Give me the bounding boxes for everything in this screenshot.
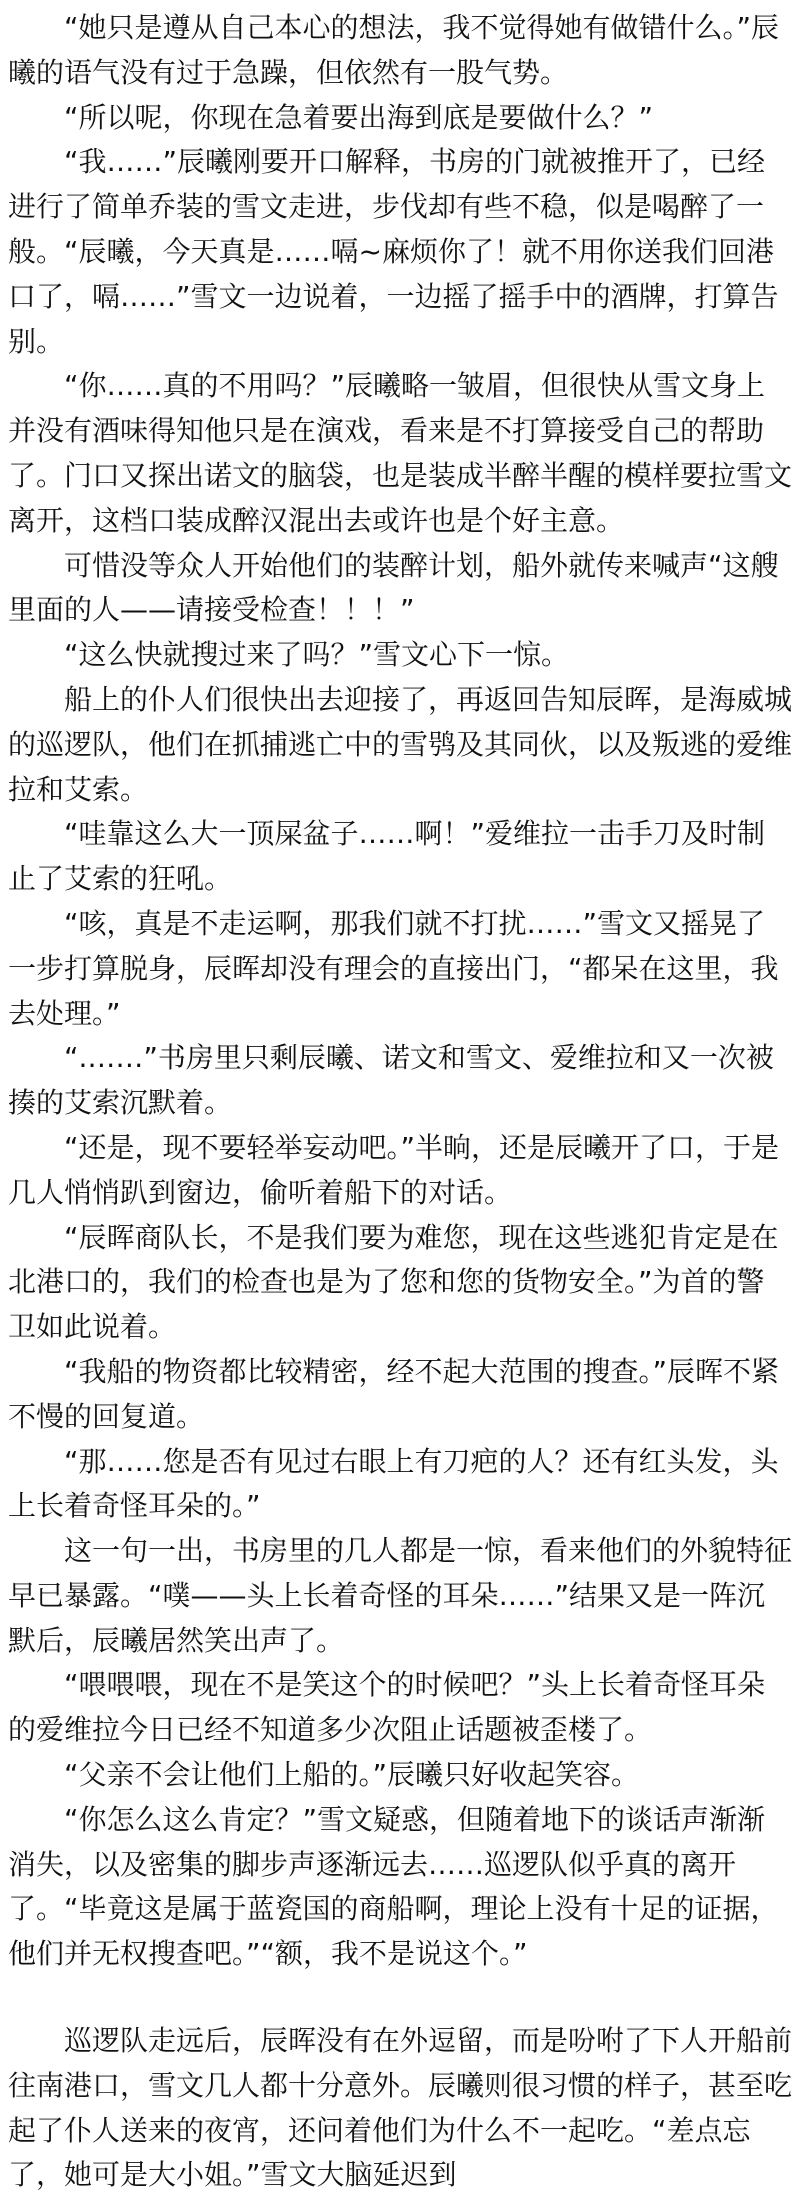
paragraph-5: 可惜没等众人开始他们的装醉计划，船外就传来喊声“这艘里面的人——请接受检查！！！” (8, 548, 779, 627)
paragraph-2: “所以呢，你现在急着要出海到底是要做什么？” (64, 100, 654, 134)
paragraph-17: “父亲不会让他们上船的。”辰曦只好收起笑容。 (64, 1758, 640, 1792)
paragraph-19: 巡逻队走远后，辰晖没有在外逗留，而是吩咐了下人开船前往南港口，雪文几人都十分意外。辰曦则很习惯的样子，甚至吃起了仆人送来的夜宵，还问着他们为什么不一起吃。“差点忘了，她可是大小姐。”雪文大脑延迟到 (8, 2024, 793, 2192)
paragraph-15: 这一句一出，书房里的几人都是一惊，看来他们的外貌特征早已暴露。“噗——头上长着奇怪的耳朵……”结果又是一阵沉默后，辰曦居然笑出声了。 (8, 1534, 793, 1657)
paragraph-10: “.……”书房里只剩辰曦、诺文和雪文、爱维拉和又一次被揍的艾索沉默着。 (8, 1041, 774, 1120)
paragraph-12: “辰晖商队长，不是我们要为难您，现在这些逃犯肯定是在北港口的，我们的检查也是为了您和您的货物安全。”为首的警卫如此说着。 (8, 1220, 779, 1344)
story-text (8, 6, 792, 2198)
paragraph-13: “我船的物资都比较精密，经不起大范围的搜查。”辰晖不紧不慢的回复道。 (8, 1354, 780, 1433)
paragraph-4: “你……真的不用吗？”辰曦略一皱眉，但很快从雪文身上并没有酒味得知他只是在演戏，看来是不打算接受自己的帮助了。门口又探出诺文的脑袋，也是装成半醉半醒的模样要拉雪文离开，这档口装成醉汉混出去或许也是个好主意。 (8, 369, 793, 537)
paragraph-11: “还是，现不要轻举妄动吧。”半晌，还是辰曦开了口，于是几人悄悄趴到窗边，偷听着船下的对话。 (8, 1130, 780, 1209)
paragraph-8: “哇靠这么大一顶屎盆子……啊！”爱维拉一击手刀及时制止了艾索的狂吼。 (8, 817, 766, 896)
paragraph-16: “喂喂喂，现在不是笑这个的时候吧？”头上长着奇怪耳朵的爱维拉今日已经不知道多少次阻止话题被歪楼了。 (8, 1668, 766, 1747)
paragraph-7: 船上的仆人们很快出去迎接了，再返回告知辰晖，是海威城的巡逻队，他们在抓捕逃亡中的雪鸮及其同伙，以及叛逃的爱维拉和艾索。 (8, 682, 793, 806)
paragraph-18: “你怎么这么肯定？”雪文疑惑，但随着地下的谈话声渐渐消失，以及密集的脚步声逐渐远去……巡逻队似乎真的离开了。“毕竟这是属于蓝瓷国的商船啊，理论上没有十足的证据，他们并无权搜查吧。”“额，我不是说这个。” (8, 1802, 779, 1971)
paragraph-6: “这么快就搜过来了吗？”雪文心下一惊。 (64, 638, 570, 672)
paragraph-3: “我……”辰曦刚要开口解释，书房的门就被推开了，已经进行了简单乔装的雪文走进，步伐却有些不稳，似是喝醉了一般。“辰曦，今天真是……嗝~麻烦你了！就不用你送我们回港口了，嗝……”雪文一边说着，一边摇了摇手中的酒牌，打算告别。 (8, 145, 779, 358)
paragraph-9: “咳，真是不走运啊，那我们就不打扰……”雪文又摇晃了一步打算脱身，辰晖却没有理会的直接出门，“都呆在这里，我去处理。” (8, 906, 779, 1030)
paragraph-1: “她只是遵从自己本心的想法，我不觉得她有做错什么。”辰曦的语气没有过于急躁，但依然有一股气势。 (8, 11, 780, 89)
paragraph-14: “那……您是否有见过右眼上有刀疤的人？还有红头发，头上长着奇怪耳朵的。” (8, 1444, 779, 1523)
